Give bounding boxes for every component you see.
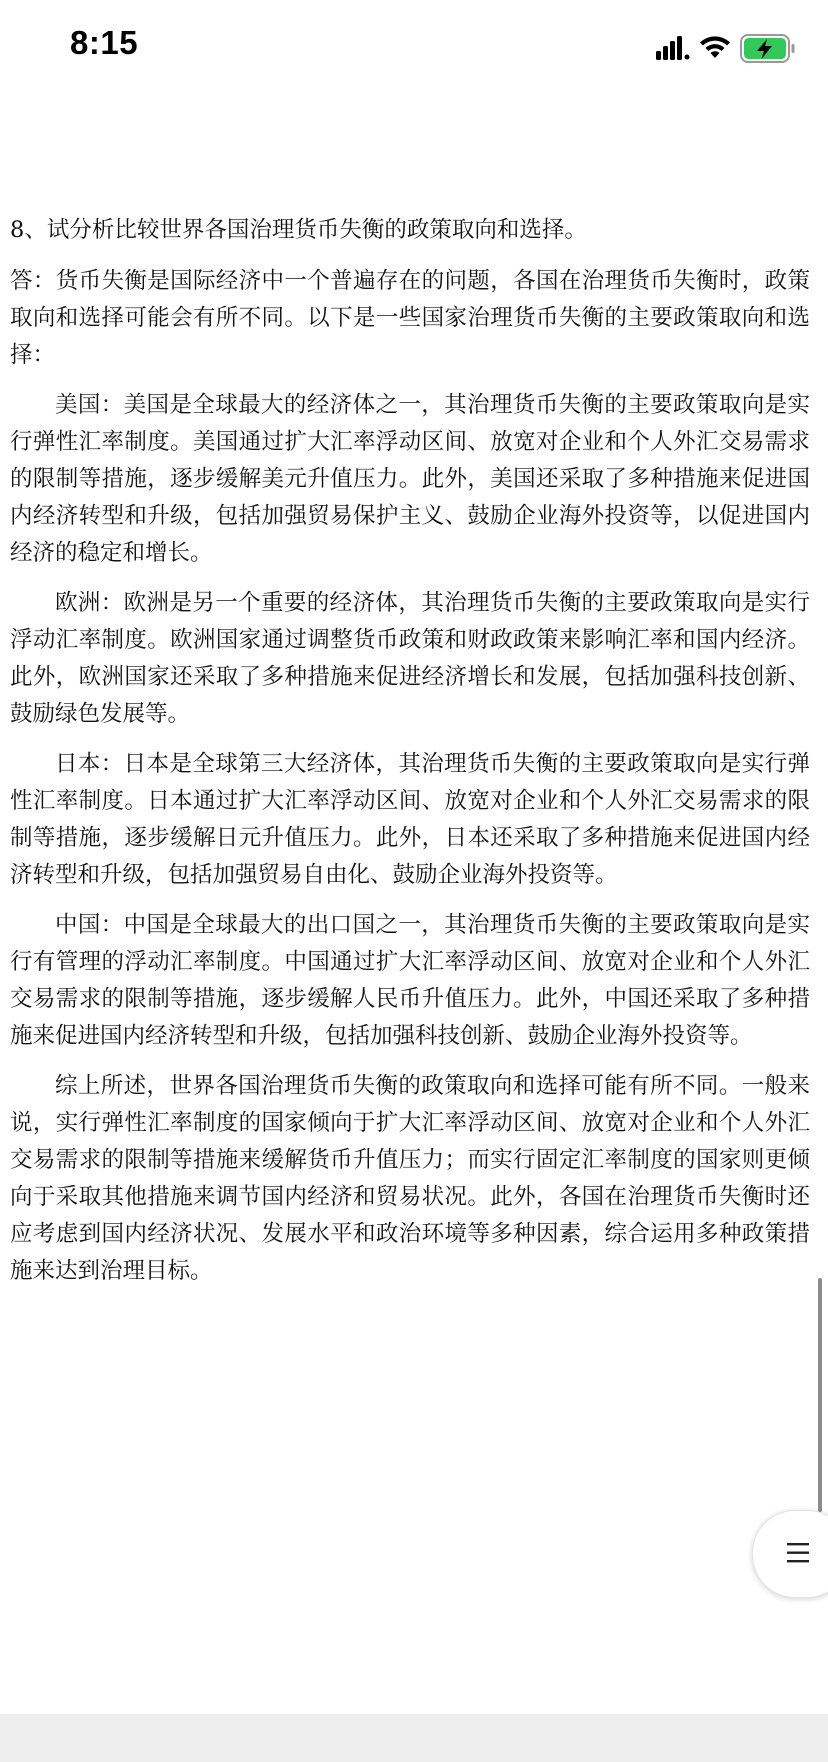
wifi-icon [698, 34, 732, 64]
paragraph-europe: 欧洲：欧洲是另一个重要的经济体，其治理货币失衡的主要政策取向是实行浮动汇率制度。欧洲国家通过调整货币政策和财政政策来影响汇率和国内经济。此外，欧洲国家还采取了多种措施来促进经济增长和发展，包括加强科技创新、鼓励绿色发展等。 [10, 590, 810, 727]
paragraph-china: 中国：中国是全球最大的出口国之一，其治理货币失衡的主要政策取向是实行有管理的浮动汇率制度。中国通过扩大汇率浮动区间、放宽对企业和个人外汇交易需求的限制等措施，逐步缓解人民币升值压力。此外，中国还采取了多种措施来促进国内经济转型和升级，包括加强科技创新、鼓励企业海外投资等。 [10, 912, 810, 1049]
document-content [10, 212, 810, 1303]
answer-intro: 答：货币失衡是国际经济中一个普遍存在的问题，各国在治理货币失衡时，政策取向和选择可能会有所不同。以下是一些国家治理货币失衡的主要政策取向和选择： [10, 268, 810, 368]
hamburger-menu-icon [787, 1542, 811, 1564]
signal-icon [656, 36, 690, 64]
battery-charging-icon [740, 34, 796, 68]
paragraph-usa: 美国：美国是全球最大的经济体之一，其治理货币失衡的主要政策取向是实行弹性汇率制度。美国通过扩大汇率浮动区间、放宽对企业和个人外汇交易需求的限制等措施，逐步缓解美元升值压力。此外，美国还采取了多种措施来促进国内经济转型和升级，包括加强贸易保护主义、鼓励企业海外投资等，以促进国内经济的稳定和增长。 [10, 392, 810, 566]
paragraph-summary: 综上所述，世界各国治理货币失衡的政策取向和选择可能有所不同。一般来说，实行弹性汇率制度的国家倾向于扩大汇率浮动区间、放宽对企业和个人外汇交易需求的限制等措施来缓解货币升值压力；而实行固定汇率制度的国家则更倾向于采取其他措施来调节国内经济和贸易状况。此外，各国在治理货币失衡时还应考虑到国内经济状况、发展水平和政治环境等多种因素，综合运用多种政策措施来达到治理目标。 [10, 1073, 810, 1284]
status-time: 8:15 [70, 24, 139, 61]
paragraph-japan: 日本：日本是全球第三大经济体，其治理货币失衡的主要政策取向是实行弹性汇率制度。日本通过扩大汇率浮动区间、放宽对企业和个人外汇交易需求的限制等措施，逐步缓解日元升值压力。此外，日本还采取了多种措施来促进国内经济转型和升级，包括加强贸易自由化、鼓励企业海外投资等。 [10, 751, 810, 888]
status-bar [0, 0, 828, 100]
bottom-bar [0, 1714, 828, 1762]
question-text: 8、试分析比较世界各国治理货币失衡的政策取向和选择。 [10, 217, 587, 243]
menu-button[interactable] [752, 1510, 828, 1598]
scrollbar[interactable] [818, 1278, 822, 1512]
